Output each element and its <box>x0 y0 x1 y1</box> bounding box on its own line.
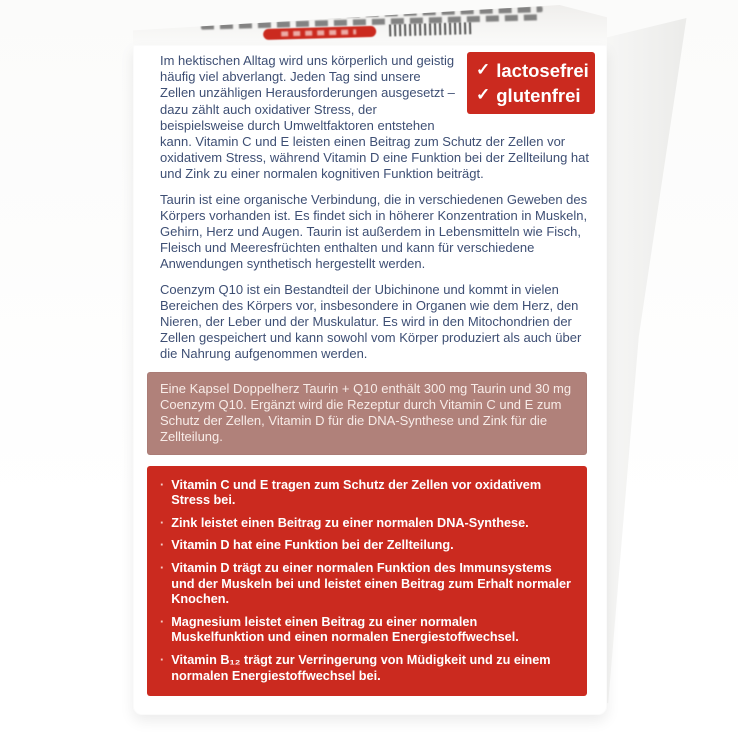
box-side-panel <box>601 18 691 710</box>
bullet-dot-icon: · <box>160 653 165 667</box>
coenzym-q10-paragraph: Coenzym Q10 ist ein Bestandteil der Ubichinone und kommt in vielen Bereichen des Körpers vor, insbesondere in Organen wie dem Herz, den Nieren, der Leber und der Muskulatur. Es wird in den Mitochondrien der Zellen gespeichert und kann sowohl vom Körper produziert als auch über die Nahrung aufgenommen werden. <box>160 281 582 362</box>
bullet-dot-icon: · <box>160 538 165 553</box>
claim-label: lactosefrei <box>496 59 589 81</box>
check-icon: ✓ <box>476 59 491 79</box>
benefit-item <box>158 615 571 646</box>
front-panel-content <box>133 45 607 696</box>
check-icon: ✓ <box>476 84 491 104</box>
benefit-text: Vitamin B₁₂ trägt zur Verringerung von Müdigkeit und zu einem normalen Energiestoffwechsel bei. <box>171 653 551 683</box>
bullet-dot-icon: · <box>160 614 165 629</box>
composition-text: Eine Kapsel Doppelherz Taurin + Q10 enthält 300 mg Taurin und 30 mg Coenzym Q10. Ergänzt wird die Rezeptur durch Vitamin C und E zum Schutz der Zellen, Vitamin D für die DNA-Synthese und Zink für die Zellteilung. <box>160 380 572 444</box>
box-top-flap <box>133 5 607 46</box>
intro-paragraph: Im hektischen Alltag wird uns körperlich und geistig häufig viel abverlangt. Jeden Tag sind unsere Zellen unzähligen Herausforderungen ausgesetzt – dazu zählt auch oxidativer Stress, der beispielsweise durch Umweltfaktoren entstehen kann. Vitamin C und E leisten einen Beitrag zum Schutz der Zellen vor oxidativem Stress, während Vitamin D eine Funktion bei der Zellteilung hat und Zink zu einer normalen kognitiven Funktion beiträgt. <box>160 53 589 182</box>
composition-box <box>147 372 587 455</box>
taurin-paragraph: Taurin ist eine organische Verbindung, die in verschiedenen Geweben des Körpers vorhanden ist. Es findet sich in höherer Konzentration in Muskeln, Gehirn, Herz und Augen. Taurin ist außerdem in Lebensmitteln wie Fisch, Fleisch und Meeresfrüchten enthalten und kann für verschiedene Anwendungen synthetisch hergestellt werden. <box>160 191 588 272</box>
benefit-item <box>158 516 571 532</box>
claim-label: glutenfrei <box>496 84 581 106</box>
benefits-box <box>147 466 587 697</box>
claim-badge <box>467 52 595 114</box>
benefit-item <box>158 478 571 509</box>
bullet-dot-icon: · <box>160 515 165 530</box>
claim-row-lactosefrei <box>476 59 595 83</box>
benefit-text: Zink leistet einen Beitrag zu einer normalen DNA-Synthese. <box>171 515 529 530</box>
benefit-text: Vitamin D hat eine Funktion bei der Zellteilung. <box>171 538 454 553</box>
benefit-text: Vitamin C und E tragen zum Schutz der Zellen vor oxidativem Stress bei. <box>171 477 542 508</box>
benefit-item <box>158 653 571 684</box>
benefit-text: Vitamin D trägt zu einer normalen Funktion des Immunsystems und der Muskeln bei und leistet einen Beitrag zum Erhalt normaler Knochen. <box>171 561 571 607</box>
benefit-item <box>158 561 571 608</box>
bullet-dot-icon: · <box>160 561 165 576</box>
box-front-panel <box>133 45 607 715</box>
flap-barcode <box>389 22 471 36</box>
benefit-item <box>158 538 571 554</box>
bullet-dot-icon: · <box>160 477 165 492</box>
claim-row-glutenfrei <box>476 84 595 108</box>
benefits-list <box>158 478 571 685</box>
flap-red-pill <box>263 26 376 40</box>
benefit-text: Magnesium leistet einen Beitrag zu einer normalen Muskelfunktion und einen normalen Energiestoffwechsel. <box>171 614 519 645</box>
